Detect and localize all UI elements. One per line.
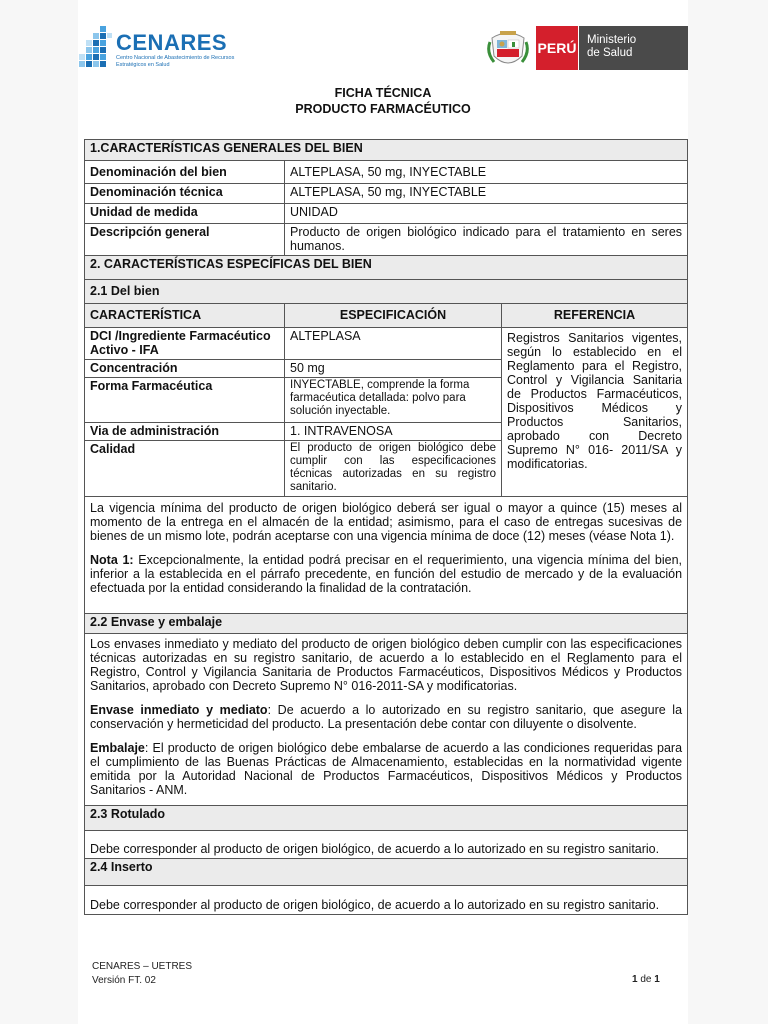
- vigencia-cell: [85, 497, 688, 614]
- row-value: UNIDAD: [285, 204, 688, 224]
- envase-row: [85, 634, 688, 806]
- row-label: Descripción general: [85, 224, 285, 256]
- row-value: El producto de origen biológico debe cumplir con las especificaciones técnicas autorizadas en su registro sanitario.: [285, 441, 502, 497]
- rotulado-row: [85, 831, 688, 859]
- embalaje-paragraph: [90, 741, 682, 797]
- section-2-heading: 2. CARACTERÍSTICAS ESPECÍFICAS DEL BIEN: [85, 256, 688, 280]
- footer-org: CENARES – UETRES: [92, 961, 193, 972]
- cenares-logo-icon: [78, 24, 114, 74]
- rotulado-text: Debe corresponder al producto de origen biológico, de acuerdo a lo autorizado en su registro sanitario.: [85, 831, 688, 859]
- row-label: Unidad de medida: [85, 204, 285, 224]
- nota-text: Excepcionalmente, la entidad podrá precisar en el requerimiento, una vigencia mínima del bien, inferior a la establecida en el párrafo precedente, en función del estudio de mercado y de la evaluación efectuada por la entidad considerando la finalidad de la contratación.: [90, 553, 683, 595]
- row-label: Via de administración: [85, 423, 285, 441]
- row-label: Forma Farmacéutica: [85, 378, 285, 423]
- coat-of-arms-icon: [486, 28, 530, 70]
- embalaje-text: : El producto de origen biológico debe embalarse de acuerdo a las condiciones requeridas para el cumplimiento de las Buenas Prácticas de Almacenamiento, establecidas en la normatividad vigente emitida por la Autoridad Nacional de Productos Farmacéuticos, Dispositivos Médicos y Productos Sanitarios - ANM.: [90, 741, 683, 797]
- row-label: Calidad: [85, 441, 285, 497]
- section-2-3-heading: 2.3 Rotulado: [85, 806, 688, 831]
- envase-intro-paragraph: Los envases inmediato y mediato del producto de origen biológico deben cumplir con las especificaciones técnicas autorizadas en su registro sanitario, de acuerdo a lo establecido en el Reglamento para el Registro, Control y Vigilancia Sanitaria de Productos Farmacéuticos, Dispositivos Médicos y Productos Sanitarios, aprobado con Decreto Supremo N° 016-2011-SA y modificatorias.: [90, 637, 683, 693]
- section-2-4-heading: 2.4 Inserto: [85, 859, 688, 886]
- ministry-line-1: Ministerio: [587, 34, 637, 46]
- page-margin-left: [0, 0, 78, 1024]
- row-label: Concentración: [85, 360, 285, 378]
- row-label: Denominación técnica: [85, 184, 285, 204]
- referencia-cell: Registros Sanitarios vigentes, según lo establecido en el Reglamento para el Registro, Control y Vigilancia Sanitaria de Productos Farmacéuticos, Dispositivos Médicos y Productos Sanitarios, aprobado con Decreto Supremo N° 016- 2011/SA y modificatorias.: [502, 328, 688, 497]
- page-total: 1: [654, 974, 660, 985]
- page-current: 1: [632, 974, 638, 985]
- embalaje-label: Embalaje: [90, 741, 145, 755]
- table-header-row: [85, 304, 688, 328]
- page-of: de: [637, 974, 655, 985]
- nota-paragraph: [90, 553, 682, 595]
- row-label: Denominación del bien: [85, 161, 285, 184]
- row-value: INYECTABLE, comprende la forma farmacéutica detallada: polvo para solución inyectable.: [285, 378, 502, 423]
- ministry-label: [579, 26, 688, 70]
- peru-label: PERÚ: [536, 26, 578, 70]
- nota-label: Nota 1:: [90, 553, 134, 567]
- section-2-1-heading: 2.1 Del bien: [85, 280, 688, 304]
- cenares-logo: [78, 24, 235, 76]
- column-header-especificacion: ESPECIFICACIÓN: [285, 304, 502, 328]
- ministry-line-2: de Salud: [587, 47, 633, 59]
- section-2-2-heading: 2.2 Envase y embalaje: [85, 614, 688, 634]
- vigencia-row: [85, 497, 688, 614]
- envase-label: Envase inmediato y mediato: [90, 703, 268, 717]
- row-value: Producto de origen biológico indicado para el tratamiento en seres humanos.: [285, 224, 688, 256]
- table-row: [85, 184, 688, 204]
- document-subtitle: PRODUCTO FARMACÉUTICO: [295, 102, 471, 116]
- table-row: [85, 328, 688, 360]
- row-value: 50 mg: [285, 360, 502, 378]
- document-title: FICHA TÉCNICA: [334, 86, 432, 100]
- table-row: [85, 224, 688, 256]
- row-value: ALTEPLASA: [285, 328, 502, 360]
- page-number: [632, 974, 660, 985]
- page-footer: [92, 960, 192, 988]
- envase-cell: [85, 634, 688, 806]
- minsa-logo: [486, 26, 688, 72]
- column-header-referencia: REFERENCIA: [502, 304, 688, 328]
- ficha-tecnica-table: [84, 139, 688, 915]
- envase-text: : De acuerdo a lo autorizado en su registro sanitario, que asegure la conservación y hermeticidad del producto. La presentación debe contar con diluyente o disolvente.: [90, 703, 683, 731]
- column-header-caracteristica: CARACTERÍSTICA: [85, 304, 285, 328]
- page-margin-right: [688, 0, 768, 1024]
- cenares-wordmark: CENARES: [116, 30, 228, 55]
- row-value: ALTEPLASA, 50 mg, INYECTABLE: [285, 184, 688, 204]
- inserto-row: [85, 886, 688, 915]
- inserto-text: Debe corresponder al producto de origen biológico, de acuerdo a lo autorizado en su registro sanitario.: [85, 886, 688, 915]
- table-row: [85, 204, 688, 224]
- table-row: [85, 161, 688, 184]
- row-label: DCI /Ingrediente Farmacéutico Activo - IFA: [85, 328, 285, 360]
- footer-version: Versión FT. 02: [92, 975, 156, 986]
- row-value: ALTEPLASA, 50 mg, INYECTABLE: [285, 161, 688, 184]
- cenares-subtitle: Centro Nacional de Abastecimiento de Recursos Estratégicos en Salud: [116, 55, 235, 68]
- vigencia-paragraph: La vigencia mínima del producto de origen biológico deberá ser igual o mayor a quince (15) meses al momento de la entrega en el almacén de la entidad; asimismo, para el caso de entregas sucesivas de bienes de un mismo lote, podrán aceptarse con una vigencia mínima de doce (12) meses (véase Nota 1).: [90, 501, 683, 543]
- section-1-heading: 1.CARACTERÍSTICAS GENERALES DEL BIEN: [85, 140, 688, 161]
- envase-paragraph: [90, 703, 682, 731]
- row-value: 1. INTRAVENOSA: [285, 423, 502, 441]
